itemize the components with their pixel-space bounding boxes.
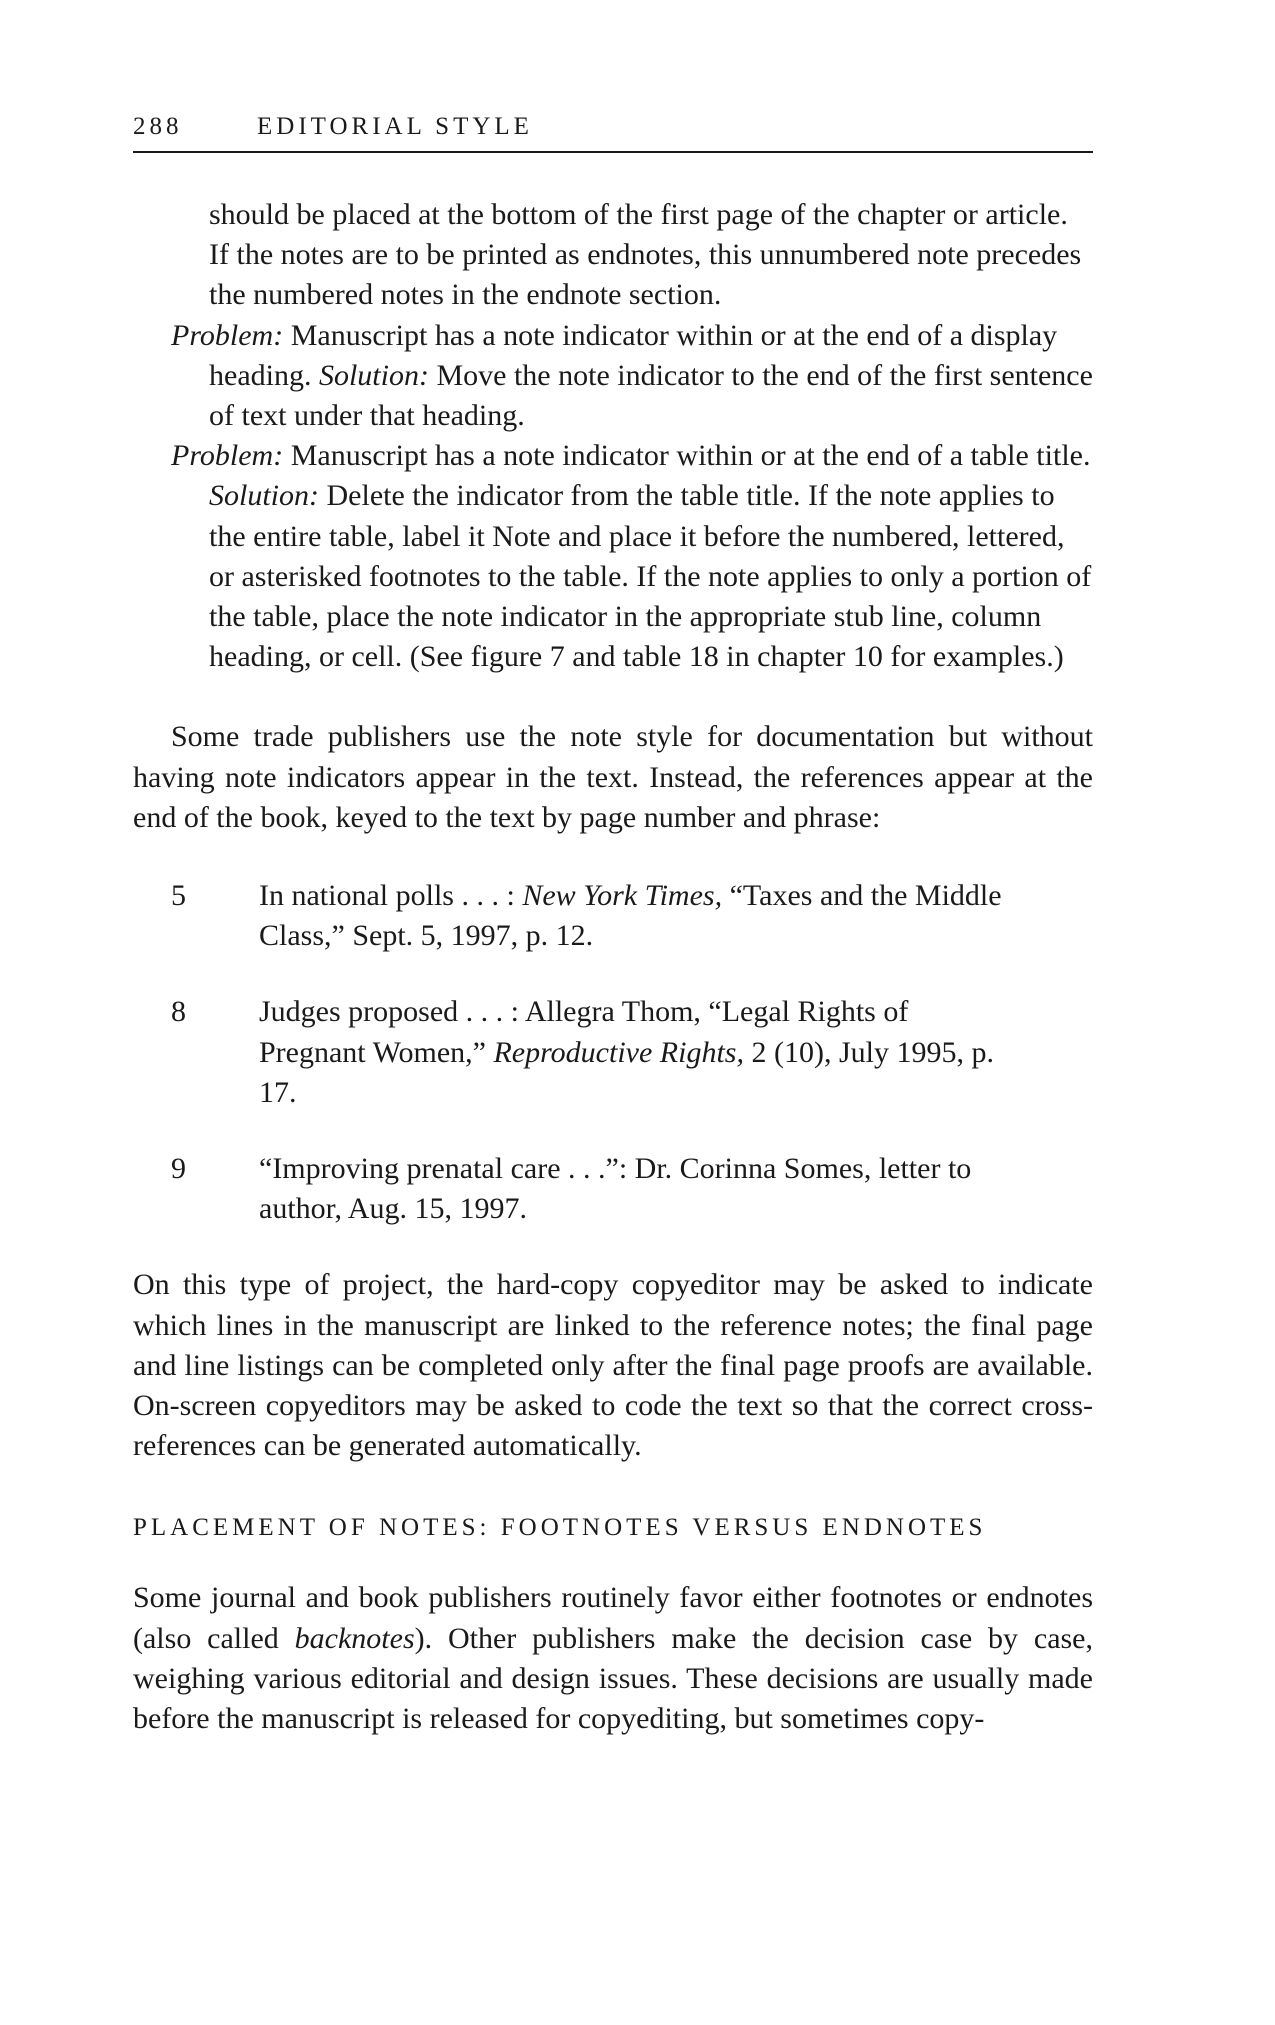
book-page bbox=[133, 105, 1093, 1739]
reference-entry bbox=[133, 876, 1093, 956]
continued-text: should be placed at the bottom of the first page of the chapter or article. If the notes are to be printed as endnotes, this unnumbered note precedes the numbered notes in the endnote section. bbox=[209, 198, 1082, 312]
problem-text: Manuscript has a note indicator within or at the end of a table title. bbox=[283, 439, 1091, 473]
reference-text-part: 2 (10), July 1995, p. 17. bbox=[259, 1035, 994, 1109]
problem-label: Problem: bbox=[171, 318, 284, 352]
solution-text: Move the note indicator to the end of the first sentence of text under that heading. bbox=[209, 358, 1093, 433]
solution-label: Solution: bbox=[209, 479, 319, 513]
reference-text-part: Judges proposed . . . : Allegra Thom, “Legal Rights of Pregnant Women,” bbox=[259, 995, 909, 1069]
solution-text: Delete the indicator from the table title. If the note applies to the entire table, label it Note and place it before the numbered, lettered, or asterisked footnotes to the table. If the note applies to only a portion of the table, place the note indicator in the appropriate stub line, column heading, or cell. (See figure 7 and table 18 in chapter 10 for examples.) bbox=[209, 479, 1092, 674]
section-heading: PLACEMENT OF NOTES: FOOTNOTES VERSUS ENDNOTES bbox=[133, 1514, 987, 1542]
final-paragraph-term: backnotes bbox=[294, 1621, 415, 1655]
reference-text-part: In national polls . . . : bbox=[259, 879, 523, 913]
intro-paragraph: Some trade publishers use the note style for documentation but without having note indicators appear in the text. Instead, the references appear at the end of the book, keyed to the text by page number and phrase: bbox=[133, 720, 1093, 834]
final-paragraph bbox=[133, 1578, 1093, 1739]
problem-label: Problem: bbox=[171, 439, 284, 473]
page-number: 288 bbox=[133, 113, 183, 140]
problem-text: Manuscript has a note indicator within or at the end of a display heading. bbox=[209, 318, 1058, 392]
reference-entry bbox=[133, 1149, 1093, 1229]
problem-item bbox=[171, 436, 1093, 677]
problem-item bbox=[171, 316, 1093, 437]
reference-page-number: 8 bbox=[171, 995, 186, 1029]
running-head bbox=[133, 105, 1093, 153]
reference-text bbox=[259, 992, 1019, 1113]
final-paragraph-text: ). Other publishers make the decision case by case, weighing various editorial and design issues. These decisions are usually made before the manuscript is released for copyediting, but sometimes copy- bbox=[133, 1621, 1093, 1736]
reference-page-number: 9 bbox=[171, 1152, 186, 1186]
reference-source-title: New York Times, bbox=[522, 879, 723, 913]
reference-page-number: 5 bbox=[171, 879, 186, 913]
reference-source-title: Reproductive Rights, bbox=[493, 1035, 744, 1069]
problem-solution-list bbox=[133, 195, 1093, 677]
final-paragraph-text: Some journal and book publishers routinely favor either footnotes or endnotes (also called bbox=[133, 1581, 1093, 1655]
reference-text-part: “Taxes and the Middle Class,” Sept. 5, 1997, p. 12. bbox=[259, 879, 1002, 953]
running-head-title: EDITORIAL STYLE bbox=[257, 113, 533, 140]
project-paragraph: On this type of project, the hard-copy copyeditor may be asked to indicate which lines in the manuscript are linked to the reference notes; the final page and line listings can be completed only after the final page proofs are available. On-screen copyeditors may be asked to code the text so that the correct cross-references can be generated automatically. bbox=[133, 1268, 1093, 1463]
reference-entry bbox=[133, 992, 1093, 1113]
reference-list bbox=[133, 876, 1093, 1229]
solution-label: Solution: bbox=[318, 358, 429, 392]
reference-text bbox=[259, 1149, 1019, 1229]
reference-text bbox=[259, 876, 1019, 956]
reference-text-part: “Improving prenatal care . . .”: Dr. Corinna Somes, letter to author, Aug. 15, 1997. bbox=[259, 1152, 972, 1226]
